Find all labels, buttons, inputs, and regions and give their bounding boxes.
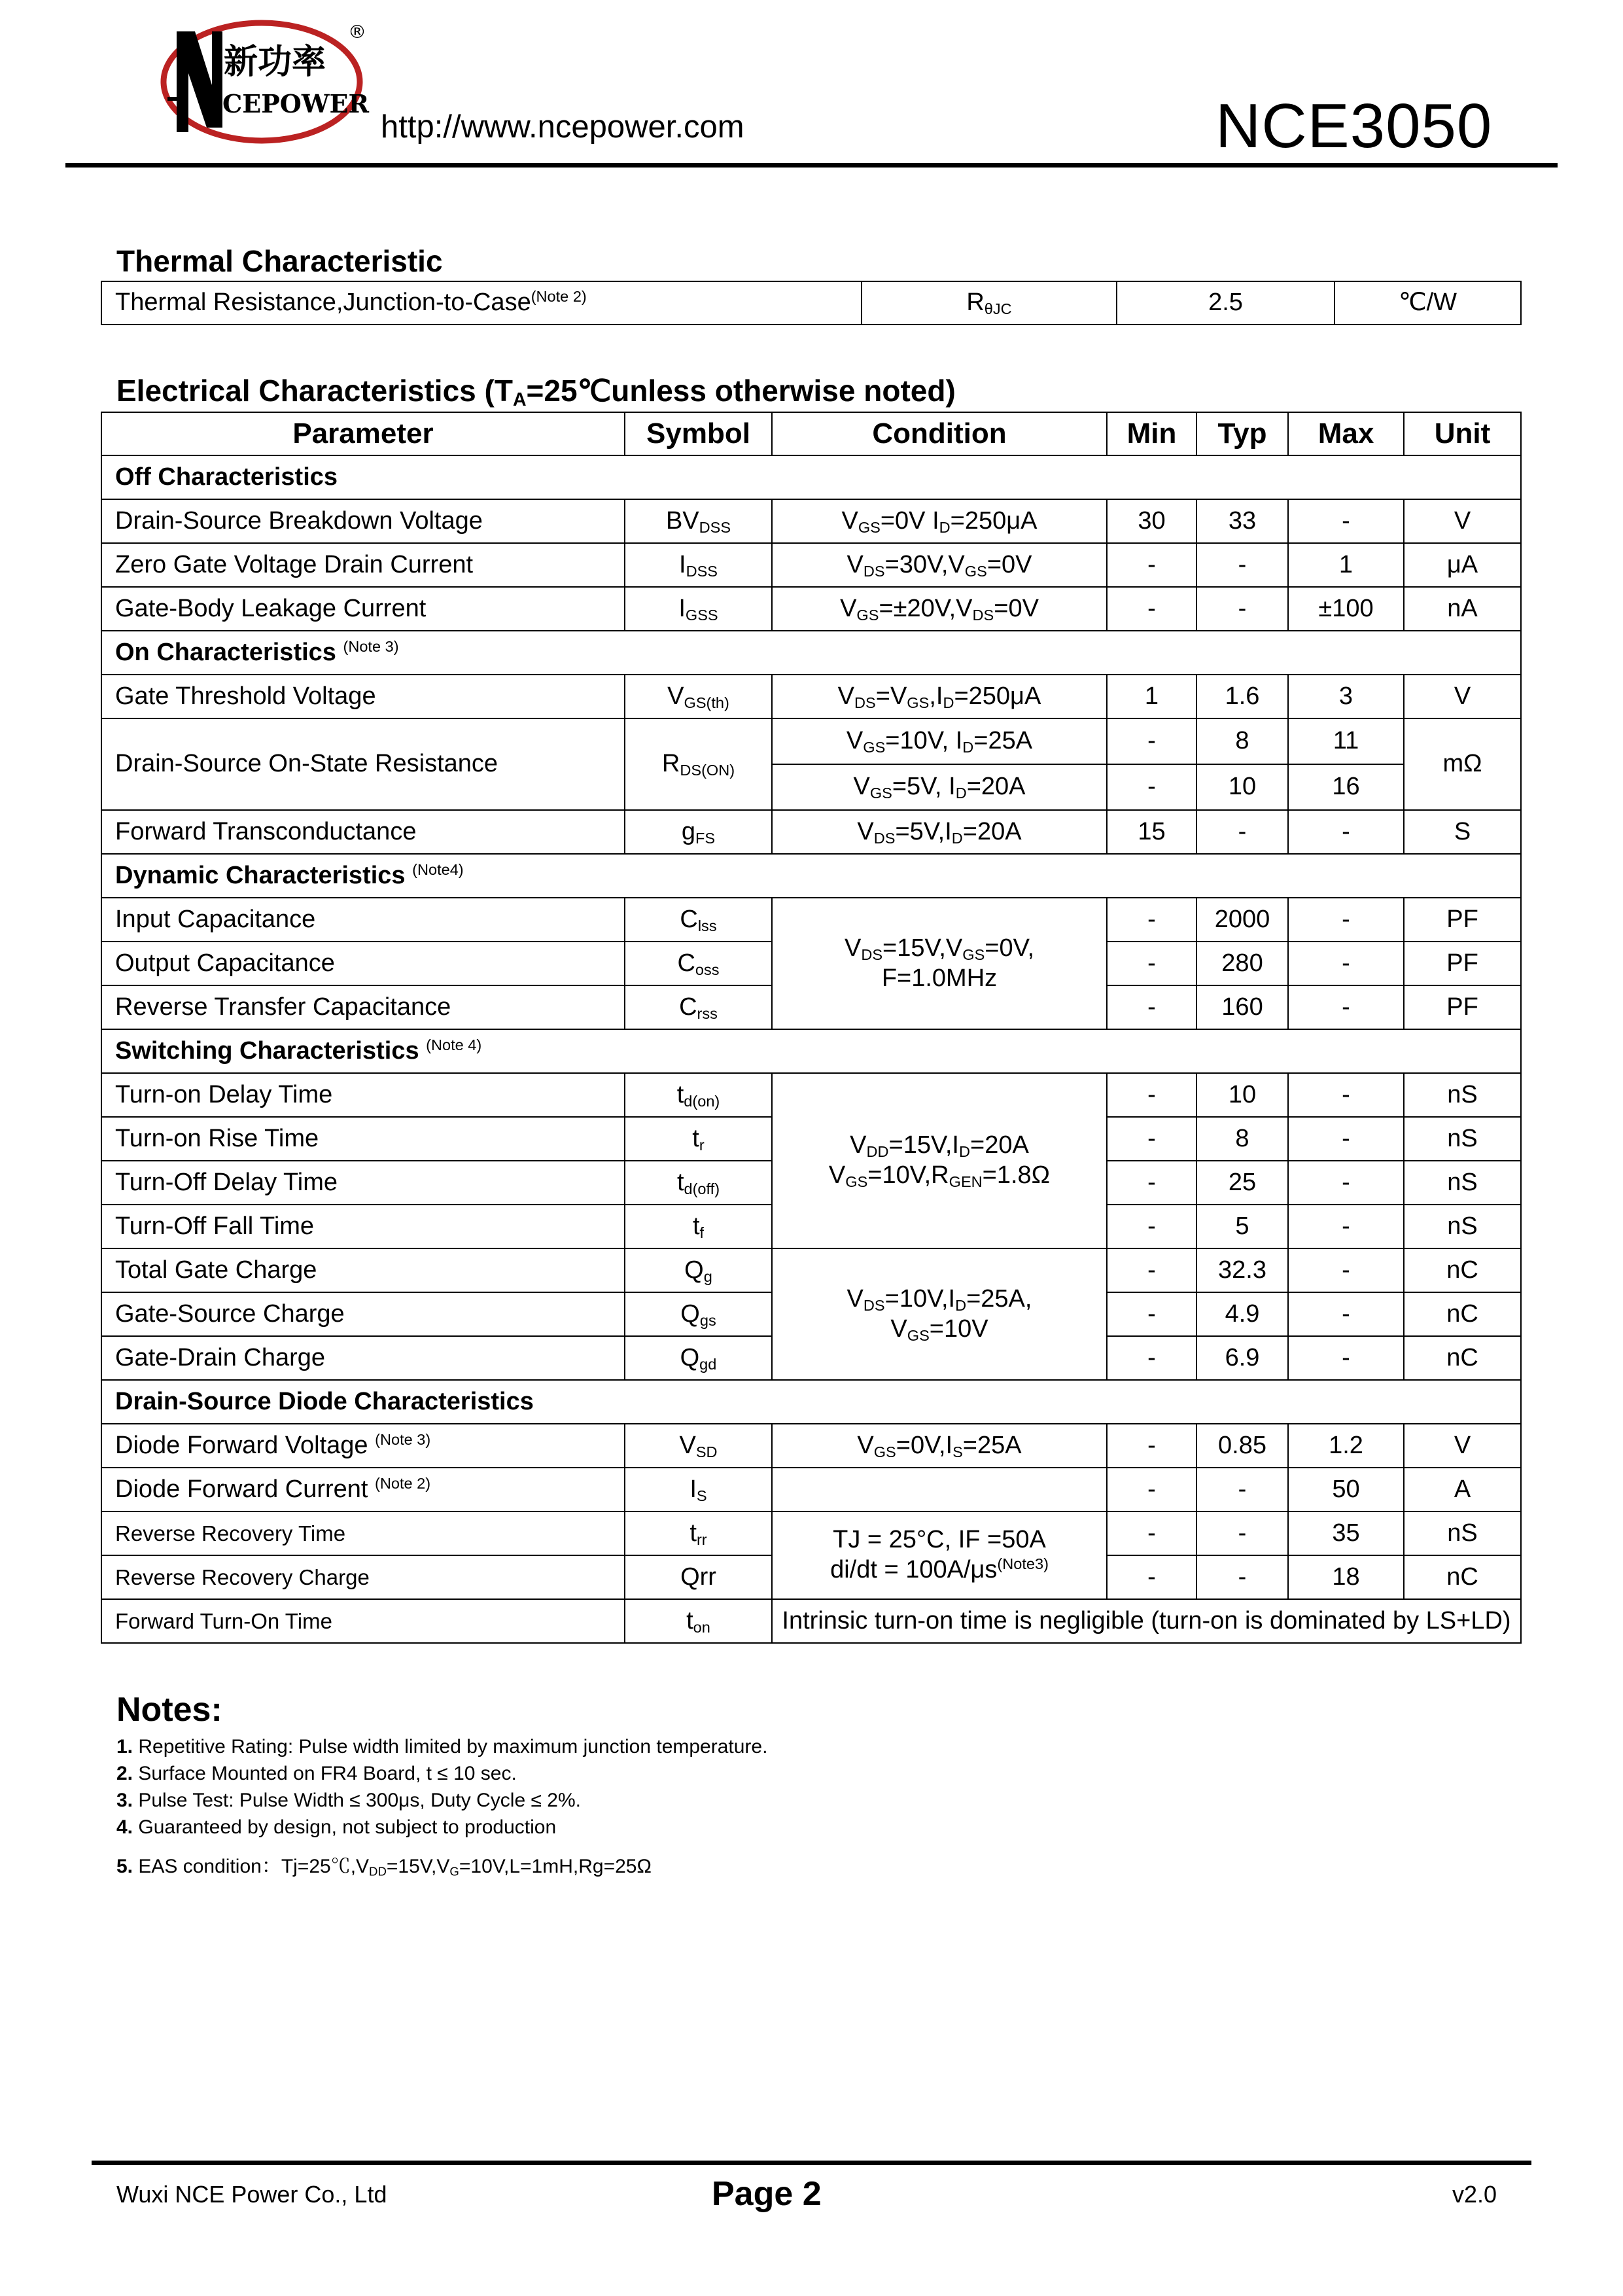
group-row [101, 854, 1521, 898]
symbol: $Q_{gd}$ [625, 1336, 772, 1380]
svg-text:®: ® [348, 21, 366, 43]
param: Gate-Source Charge [101, 1292, 625, 1336]
typ: - [1196, 1555, 1288, 1599]
param: Turn-on Delay Time [101, 1073, 625, 1117]
typ: 5 [1196, 1205, 1288, 1248]
param: Total Gate Charge [101, 1248, 625, 1292]
typ: - [1196, 1468, 1288, 1511]
max: - [1288, 942, 1404, 985]
symbol: $C_{lss}$ [625, 898, 772, 942]
param: Diode Forward Current $^{(Note 2)}$ [101, 1468, 625, 1511]
max: 1.2 [1288, 1424, 1404, 1468]
param: Input Capacitance [101, 898, 625, 942]
typ: 0.85 [1196, 1424, 1288, 1468]
max: - [1288, 898, 1404, 942]
table-row [101, 499, 1521, 543]
min: - [1107, 1336, 1196, 1380]
version-label: v2.0 [1452, 2181, 1497, 2208]
company-name: Wuxi NCE Power Co., Ltd [116, 2181, 387, 2208]
svg-text:新功率: 新功率 [224, 43, 326, 82]
unit: A [1404, 1468, 1521, 1511]
min: - [1107, 942, 1196, 985]
symbol: $t_{on}$ [625, 1599, 772, 1643]
param: Reverse Transfer Capacitance [101, 985, 625, 1029]
min: - [1107, 1161, 1196, 1205]
unit: V [1404, 499, 1521, 543]
condition: $V_{GS}=10V$, $I_D=25A$ [772, 718, 1107, 764]
param: Gate-Drain Charge [101, 1336, 625, 1380]
max: - [1288, 810, 1404, 854]
max: - [1288, 985, 1404, 1029]
max: ±100 [1288, 587, 1404, 631]
ncepower-logo [157, 13, 373, 147]
note-3: 3. Pulse Test: Pulse Width ≤ 300μs, Duty Cycle ≤ 2%. [116, 1790, 581, 1811]
param: Turn-Off Fall Time [101, 1205, 625, 1248]
typ: 10 [1196, 764, 1288, 810]
group-row [101, 1380, 1521, 1424]
max: 16 [1288, 764, 1404, 810]
symbol: $C_{oss}$ [625, 942, 772, 985]
thermal-unit: ℃/W [1335, 281, 1521, 325]
param: Forward Transconductance [101, 810, 625, 854]
param: Drain-Source Breakdown Voltage [101, 499, 625, 543]
table-row [101, 1511, 1521, 1555]
unit: mΩ [1404, 718, 1521, 810]
param: Output Capacitance [101, 942, 625, 985]
notes-title: Notes: [116, 1691, 222, 1729]
typ: - [1196, 587, 1288, 631]
min: - [1107, 1511, 1196, 1555]
condition: Intrinsic turn-on time is negligible (turn-on is dominated by LS+LD) [772, 1599, 1521, 1643]
condition: $V_{GS}=0V,I_S=25A$ [772, 1424, 1107, 1468]
header-rule [65, 163, 1558, 168]
symbol: $t_{d(off)}$ [625, 1161, 772, 1205]
symbol: $t_{rr}$ [625, 1511, 772, 1555]
unit: PF [1404, 985, 1521, 1029]
symbol: $Q_{gs}$ [625, 1292, 772, 1336]
group-row [101, 455, 1521, 499]
table-row [101, 1424, 1521, 1468]
table-row [101, 587, 1521, 631]
unit: nS [1404, 1117, 1521, 1161]
note-5: 5. EAS condition：$Tj=25℃,V_{DD}=15V,V_G=10V,L=1mH,Rg=25\Omega$ [116, 1856, 652, 1879]
param: Reverse Recovery Charge [101, 1555, 625, 1599]
max: 35 [1288, 1511, 1404, 1555]
col-typ: Typ [1196, 412, 1288, 455]
unit: nC [1404, 1292, 1521, 1336]
max: - [1288, 1161, 1404, 1205]
max: - [1288, 499, 1404, 543]
unit: μA [1404, 543, 1521, 587]
min: - [1107, 1205, 1196, 1248]
param: Turn-Off Delay Time [101, 1161, 625, 1205]
condition: $V_{DS}=V_{GS},I_D=250\mu A$ [772, 675, 1107, 718]
symbol: Qrr [625, 1555, 772, 1599]
col-symbol: Symbol [625, 412, 772, 455]
typ: 6.9 [1196, 1336, 1288, 1380]
table-row [101, 898, 1521, 942]
col-max: Max [1288, 412, 1404, 455]
symbol: $BV_{DSS}$ [625, 499, 772, 543]
min: - [1107, 1468, 1196, 1511]
table-row [101, 1468, 1521, 1511]
min: - [1107, 718, 1196, 764]
condition: $V_{GS}=0V$ $I_D=250\mu A$ [772, 499, 1107, 543]
max: 50 [1288, 1468, 1404, 1511]
thermal-parameter: Thermal Resistance,Junction-to-Case$^{(Note 2)}$ [101, 281, 862, 325]
max: - [1288, 1336, 1404, 1380]
symbol: $g_{FS}$ [625, 810, 772, 854]
table-row [101, 1599, 1521, 1643]
param: Forward Turn-On Time [101, 1599, 625, 1643]
symbol: $V_{GS(th)}$ [625, 675, 772, 718]
condition: $V_{GS}=5V$, $I_D=20A$ [772, 764, 1107, 810]
condition: $V_{DS}=15V,V_{GS}=0V$, F=1.0MHz [772, 898, 1107, 1029]
col-min: Min [1107, 412, 1196, 455]
table-row [101, 281, 1521, 325]
max: - [1288, 1073, 1404, 1117]
table-row [101, 810, 1521, 854]
unit: PF [1404, 898, 1521, 942]
param: Diode Forward Voltage $^{(Note 3)}$ [101, 1424, 625, 1468]
typ: 25 [1196, 1161, 1288, 1205]
max: 1 [1288, 543, 1404, 587]
note-2: 2. Surface Mounted on FR4 Board, t ≤ 10 sec. [116, 1763, 517, 1784]
max: - [1288, 1292, 1404, 1336]
min: - [1107, 1073, 1196, 1117]
max: - [1288, 1117, 1404, 1161]
typ: 8 [1196, 718, 1288, 764]
typ: 4.9 [1196, 1292, 1288, 1336]
symbol: $I_{GSS}$ [625, 587, 772, 631]
symbol: $R_{DS(ON)}$ [625, 718, 772, 810]
page-number: Page 2 [712, 2175, 822, 2213]
typ: 10 [1196, 1073, 1288, 1117]
unit: nC [1404, 1248, 1521, 1292]
part-number: NCE3050 [1215, 91, 1493, 161]
unit: nS [1404, 1511, 1521, 1555]
condition: $V_{DS}=5V,I_D=20A$ [772, 810, 1107, 854]
group-dynamic: Dynamic Characteristics $^{(Note4)}$ [101, 854, 1521, 898]
note-4: 4. Guaranteed by design, not subject to production [116, 1816, 557, 1838]
symbol: $I_S$ [625, 1468, 772, 1511]
param: Turn-on Rise Time [101, 1117, 625, 1161]
typ: 33 [1196, 499, 1288, 543]
param: Gate-Body Leakage Current [101, 587, 625, 631]
min: 15 [1107, 810, 1196, 854]
condition: $V_{DD}=15V,I_D=20A$ $V_{GS}=10V,R_{GEN}=1.8\Omega$ [772, 1073, 1107, 1248]
unit: V [1404, 1424, 1521, 1468]
max: - [1288, 1205, 1404, 1248]
electrical-table [101, 412, 1522, 1644]
unit: nC [1404, 1555, 1521, 1599]
symbol: $I_{DSS}$ [625, 543, 772, 587]
typ: 2000 [1196, 898, 1288, 942]
symbol: $V_{SD}$ [625, 1424, 772, 1468]
thermal-symbol: $R_{\theta JC}$ [862, 281, 1117, 325]
group-switching: Switching Characteristics $^{(Note 4)}$ [101, 1029, 1521, 1073]
group-row [101, 631, 1521, 675]
max: - [1288, 1248, 1404, 1292]
min: - [1107, 764, 1196, 810]
group-on: On Characteristics $^{(Note 3)}$ [101, 631, 1521, 675]
footer-rule [92, 2161, 1531, 2165]
typ: 8 [1196, 1117, 1288, 1161]
condition: $V_{DS}=10V,I_D=25A$, $V_{GS}=10V$ [772, 1248, 1107, 1380]
table-row [101, 543, 1521, 587]
param: Gate Threshold Voltage [101, 675, 625, 718]
group-diode: Drain-Source Diode Characteristics [101, 1380, 1521, 1424]
group-off: Off Characteristics [101, 455, 1521, 499]
unit: nS [1404, 1161, 1521, 1205]
svg-text:CEPOWER: CEPOWER [222, 89, 370, 118]
unit: nS [1404, 1205, 1521, 1248]
min: 1 [1107, 675, 1196, 718]
typ: 32.3 [1196, 1248, 1288, 1292]
electrical-title: Electrical Characteristics ($T_A=25℃unless$ otherwise noted) [116, 374, 956, 411]
max: 11 [1288, 718, 1404, 764]
col-parameter: Parameter [101, 412, 625, 455]
symbol: $t_f$ [625, 1205, 772, 1248]
typ: 160 [1196, 985, 1288, 1029]
min: - [1107, 1248, 1196, 1292]
group-row [101, 1029, 1521, 1073]
unit: PF [1404, 942, 1521, 985]
min: - [1107, 1117, 1196, 1161]
symbol: $t_r$ [625, 1117, 772, 1161]
typ: 280 [1196, 942, 1288, 985]
thermal-title: Thermal Characteristic [116, 244, 443, 278]
table-row [101, 1248, 1521, 1292]
min: - [1107, 985, 1196, 1029]
unit: nA [1404, 587, 1521, 631]
col-condition: Condition [772, 412, 1107, 455]
condition: TJ = 25°C, IF =50A $di/dt = 100A/\mu s^{(Note3)}$ [772, 1511, 1107, 1599]
website-url[interactable]: http://www.ncepower.com [381, 109, 744, 145]
min: - [1107, 1292, 1196, 1336]
symbol: $Q_g$ [625, 1248, 772, 1292]
unit: nC [1404, 1336, 1521, 1380]
min: - [1107, 543, 1196, 587]
thermal-table [101, 281, 1522, 325]
typ: 1.6 [1196, 675, 1288, 718]
symbol: $C_{rss}$ [625, 985, 772, 1029]
note-1: 1. Repetitive Rating: Pulse width limited by maximum junction temperature. [116, 1736, 768, 1757]
table-header-row [101, 412, 1521, 455]
min: - [1107, 1555, 1196, 1599]
min: - [1107, 1424, 1196, 1468]
table-row [101, 675, 1521, 718]
min: - [1107, 898, 1196, 942]
param: Zero Gate Voltage Drain Current [101, 543, 625, 587]
condition: $V_{DS}=30V,V_{GS}=0V$ [772, 543, 1107, 587]
max: 18 [1288, 1555, 1404, 1599]
symbol: $t_{d(on)}$ [625, 1073, 772, 1117]
min: 30 [1107, 499, 1196, 543]
table-row [101, 718, 1521, 764]
table-row [101, 1073, 1521, 1117]
unit: V [1404, 675, 1521, 718]
thermal-value: 2.5 [1117, 281, 1335, 325]
unit: S [1404, 810, 1521, 854]
param: Reverse Recovery Time [101, 1511, 625, 1555]
typ: - [1196, 810, 1288, 854]
min: - [1107, 587, 1196, 631]
param: Drain-Source On-State Resistance [101, 718, 625, 810]
max: 3 [1288, 675, 1404, 718]
condition: $V_{GS}=\pm 20V,V_{DS}=0V$ [772, 587, 1107, 631]
condition [772, 1468, 1107, 1511]
typ: - [1196, 1511, 1288, 1555]
col-unit: Unit [1404, 412, 1521, 455]
unit: nS [1404, 1073, 1521, 1117]
typ: - [1196, 543, 1288, 587]
